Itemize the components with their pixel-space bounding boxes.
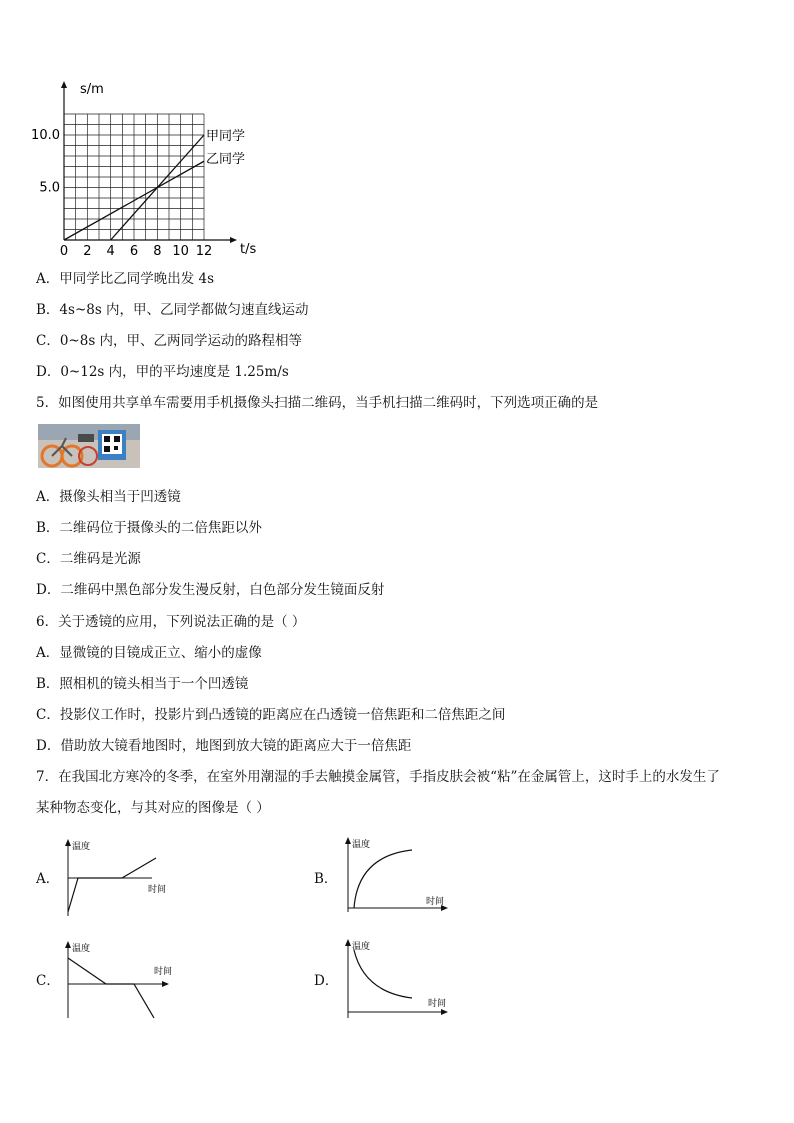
q4-option-a[interactable]: A．甲同学比乙同学晚出发 4s <box>36 271 215 287</box>
q7-option-a-label[interactable]: A． <box>36 871 60 887</box>
graph-c-y-label: 温度 <box>72 944 91 954</box>
q7-graph-d[interactable] <box>340 938 455 1020</box>
graph-c-x-label: 时间 <box>154 967 173 977</box>
y-axis-label: s/m <box>80 82 104 97</box>
series-label-jia: 甲同学 <box>206 129 246 144</box>
q6-option-c[interactable]: C．投影仪工作时，投影片到凸透镜的距离应在凸透镜一倍焦距和二倍焦距之间 <box>36 707 506 723</box>
x-tick-label: 4 <box>106 244 115 259</box>
chart-ticks <box>31 128 212 259</box>
q7-option-c-label[interactable]: C． <box>36 973 60 989</box>
x-tick-label: 2 <box>83 244 92 259</box>
q7-stem-line1: 7．在我国北方寒冷的冬季，在室外用潮湿的手去触摸金属管，手指皮肤会被“粘”在金属管上，这时手上的水发生了 <box>36 769 720 785</box>
q7-graph-c[interactable] <box>62 940 172 1020</box>
shared-bike-photo <box>38 424 140 468</box>
graph-b-y-label: 温度 <box>352 840 371 850</box>
q4-option-d[interactable]: D．0~12s 内，甲的平均速度是 1.25m/s <box>36 364 289 380</box>
q6-option-b[interactable]: B．照相机的镜头相当于一个凹透镜 <box>36 676 249 692</box>
q5-option-d[interactable]: D．二维码中黑色部分发生漫反射，白色部分发生镜面反射 <box>36 582 385 598</box>
x-tick-label: 8 <box>153 244 162 259</box>
q5-option-a[interactable]: A．摄像头相当于凹透镜 <box>36 489 181 505</box>
q4-option-b[interactable]: B．4s~8s 内，甲、乙同学都做匀速直线运动 <box>36 302 309 318</box>
y-tick-label: 10.0 <box>31 128 60 143</box>
x-axis-label: t/s <box>240 242 257 257</box>
q5-option-c[interactable]: C．二维码是光源 <box>36 551 141 567</box>
q7-stem-line2: 某种物态变化，与其对应的图像是（ ） <box>36 800 270 816</box>
x-tick-label: 12 <box>195 244 213 259</box>
x-tick-label: 10 <box>172 244 189 259</box>
graph-d-x-label: 时间 <box>428 999 447 1009</box>
q7-graph-b[interactable] <box>340 836 455 916</box>
x-tick-label: 6 <box>129 244 139 259</box>
q7-option-b-label[interactable]: B． <box>314 871 338 887</box>
x-axis-arrow <box>230 237 237 243</box>
q7-option-d-label[interactable]: D． <box>314 973 339 989</box>
graph-a-x-label: 时间 <box>148 885 167 895</box>
q6-option-a[interactable]: A．显微镜的目镜成正立、缩小的虚像 <box>36 645 262 661</box>
series-label-yi: 乙同学 <box>206 152 246 167</box>
q7-graph-a[interactable] <box>62 838 172 918</box>
q6-stem: 6．关于透镜的应用，下列说法正确的是（ ） <box>36 614 306 630</box>
graph-b-x-label: 时间 <box>426 897 445 907</box>
q5-stem: 5．如图使用共享单车需要用手机摄像头扫描二维码，当手机扫描二维码时，下列选项正确的是 <box>36 395 599 411</box>
st-chart <box>30 80 257 260</box>
chart-grid <box>64 114 204 240</box>
q5-option-b[interactable]: B．二维码位于摄像头的二倍焦距以外 <box>36 520 262 536</box>
y-axis-arrow <box>61 81 67 88</box>
x-tick-label: 0 <box>59 244 69 259</box>
graph-a-y-label: 温度 <box>72 842 91 852</box>
y-tick-label: 5.0 <box>39 180 60 196</box>
q4-option-c[interactable]: C．0~8s 内，甲、乙两同学运动的路程相等 <box>36 333 303 349</box>
q6-option-d[interactable]: D．借助放大镜看地图时，地图到放大镜的距离应大于一倍焦距 <box>36 738 412 754</box>
graph-d-y-label: 温度 <box>352 942 371 952</box>
